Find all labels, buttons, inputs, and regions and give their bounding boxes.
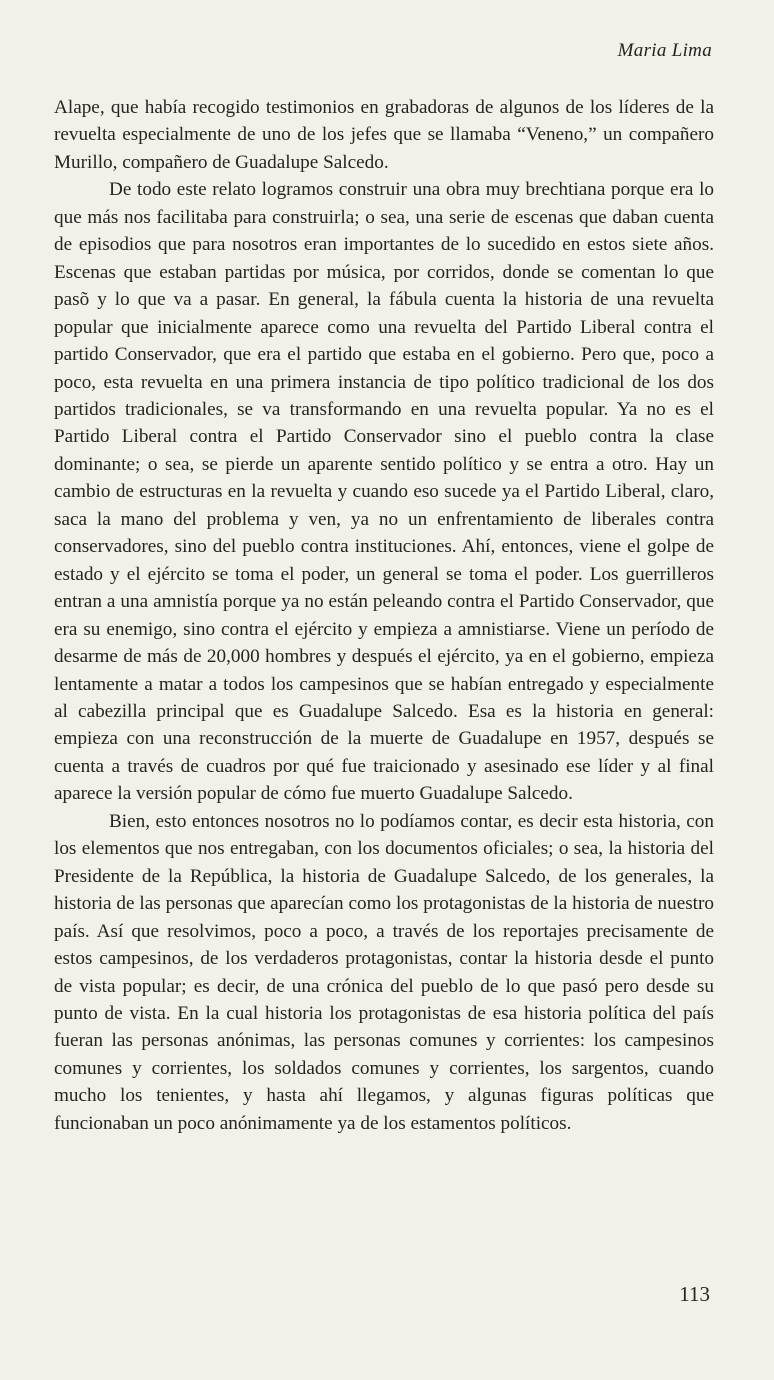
body-text [54, 94, 714, 1137]
paragraph-1: Alape, que había recogido testimonios en grabadoras de algunos de los líderes de la revuelta especialmente de uno de los jefes que se llamaba “Veneno,” un compañero Murillo, compañero de Guadalupe Salcedo. [54, 97, 714, 173]
page-number: 113 [679, 1282, 710, 1306]
paragraph-3: Bien, esto entonces nosotros no lo podíamos contar, es decir esta historia, con los elementos que nos entregaban, con los documentos oficiales; o sea, la historia del Presidente de la República, la historia de Guadalupe Salcedo, de los generales, la historia de las personas que aparecían como los protagonistas de la historia de nuestro país. Así que resolvimos, poco a poco, a través de los reportajes precisamente de estos campesinos, de los verdaderos protagonistas, contar la historia desde el punto de vista popular; es decir, de una crónica del pueblo de lo que pasó pero desde su punto de vista. En la cual historia los protagonistas de esa historia política del país fueran las personas anónimas, las personas comunes y corrientes: los campesinos comunes y corrientes, los soldados comunes y corrientes, los sargentos, cuando mucho los tenientes, y hasta ahí llegamos, y algunas figuras políticas que funcionaban un poco anónimamente ya de los estamentos políticos. [54, 810, 714, 1134]
running-header: Maria Lima [617, 40, 712, 61]
paragraph-2: De todo este relato logramos construir una obra muy brechtiana porque era lo que más nos facilitaba para construirla; o sea, una serie de escenas que daban cuenta de episodios que para nosotros eran importantes de lo sucedido en estos siete años. Escenas que estaban partidas por música, por corridos, donde se comentan lo que pasõ y lo que va a pasar. En general, la fábula cuenta la historia de una revuelta popular que inicialmente aparece como una revuelta del Partido Liberal contra el partido Conservador, que era el partido que estaba en el gobierno. Pero que, poco a poco, esta revuelta en una primera instancia de tipo político tradicional de los dos partidos tradicionales, se va transformando en una revuelta popular. Ya no es el Partido Liberal contra el Partido Conservador sino el pueblo contra la clase dominante; o sea, se pierde un aparente sentido político y se entra a otro. Hay un cambio de estructuras en la revuelta y cuando eso sucede ya el Partido Liberal, claro, saca la mano del problema y ven, ya no un enfrentamiento de liberales contra conservadores, sino del pueblo contra instituciones. Ahí, entonces, viene el golpe de estado y el ejército se toma el poder, un general se toma el poder. Los guerrilleros entran a una amnistía porque ya no están peleando contra el Partido Conservador, que era su enemigo, sino contra el ejército y empieza a amnistiarse. Viene un período de desarme de más de 20,000 hombres y después el ejército, ya en el gobierno, empieza lentamente a matar a todos los campesinos que se habían entregado y especialmente al cabezilla principal que es Guadalupe Salcedo. Esa es la historia en general: empieza con una reconstrucción de la muerte de Guadalupe en 1957, después se cuenta a través de cuadros por qué fue traicionado y asesinado ese líder y al final aparece la versión popular de cómo fue muerto Guadalupe Salcedo. [54, 179, 714, 805]
